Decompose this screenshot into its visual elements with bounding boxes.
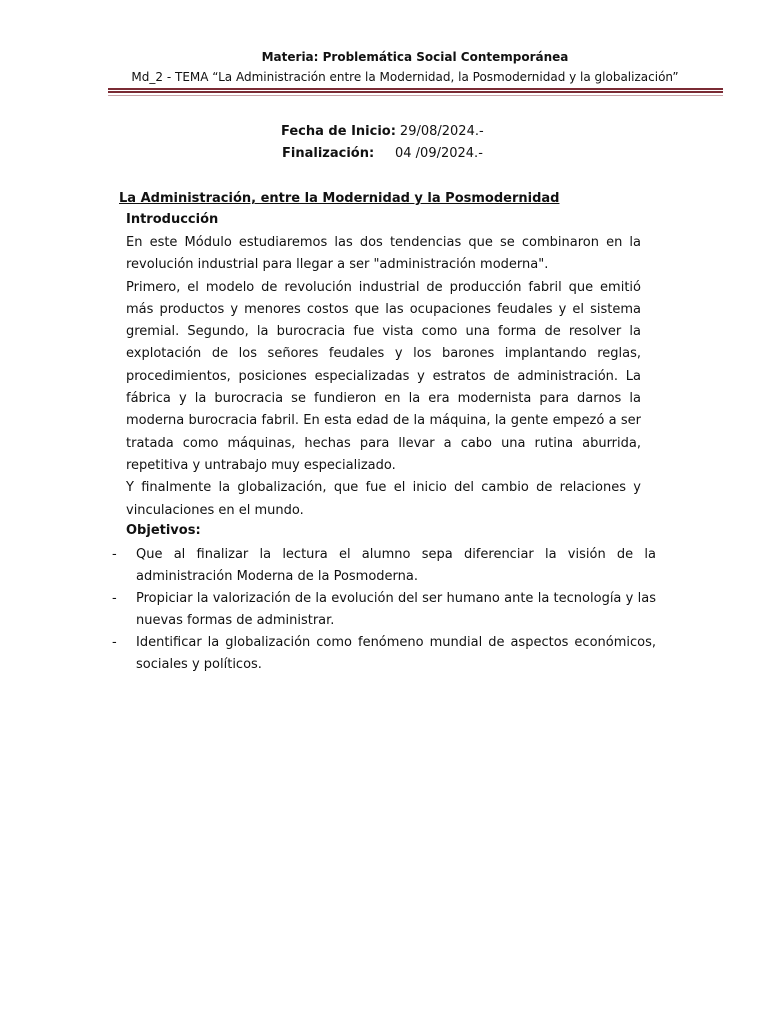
start-date-line (0, 124, 768, 139)
objective-text: Identificar la globalización como fenómeno mundial de aspectos económicos, sociales y políticos. (136, 635, 656, 672)
intro-heading: Introducción (126, 212, 219, 227)
start-date-label: Fecha de Inicio: (281, 124, 396, 139)
list-item (108, 588, 656, 632)
objective-text: Que al finalizar la lectura el alumno sepa diferenciar la visión de la administración Moderna de la Posmoderna. (136, 547, 656, 584)
subject-header: Materia: Problemática Social Contemporánea (261, 50, 569, 64)
intro-paragraph: En este Módulo estudiaremos las dos tendencias que se combinaron en la revolución industrial para llegar a ser "administración moderna". (126, 235, 641, 273)
dash-bullet: - (112, 547, 117, 562)
objectives-list (108, 544, 656, 676)
section-title: La Administración, entre la Modernidad y la Posmodernidad (119, 191, 560, 206)
intro-paragraph: Primero, el modelo de revolución industrial de producción fabril que emitió más productos y menores costos que las ocupaciones feudales y el sistema gremial. Segundo, la burocracia fue vista como una forma de resolver la explotación de los señores feudales y los barones implantando reglas, procedimientos, posiciones especializadas y estratos de administración. La fábrica y la burocracia se fundieron en la era modernista para darnos la moderna burocracia fabril. En esta edad de la máquina, la gente empezó a ser tratada como máquinas, hechas para llevar a cabo una rutina aburrida, repetitiva y untrabajo muy especializado. (126, 279, 641, 473)
list-item (108, 544, 656, 588)
module-header: Md_2 - TEMA “La Administración entre la Modernidad, la Posmodernidad y la globalización” (131, 70, 679, 84)
objectives-heading: Objetivos: (126, 523, 201, 538)
end-date-value: 04 /09/2024.- (395, 146, 483, 161)
intro-body (126, 232, 641, 522)
header-rule (108, 95, 723, 96)
header-rule (108, 91, 723, 93)
intro-paragraph: Y finalmente la globalización, que fue el inicio del cambio de relaciones y vinculaciones en el mundo. (126, 480, 641, 518)
end-date-line (0, 146, 768, 161)
header-rule (108, 88, 723, 90)
dash-bullet: - (112, 635, 117, 650)
list-item (108, 632, 656, 676)
start-date-value: 29/08/2024.- (399, 124, 484, 139)
objective-text: Propiciar la valorización de la evolución del ser humano ante la tecnología y las nuevas formas de administrar. (136, 591, 656, 628)
end-date-label: Finalización: (282, 146, 375, 161)
dash-bullet: - (112, 591, 117, 606)
